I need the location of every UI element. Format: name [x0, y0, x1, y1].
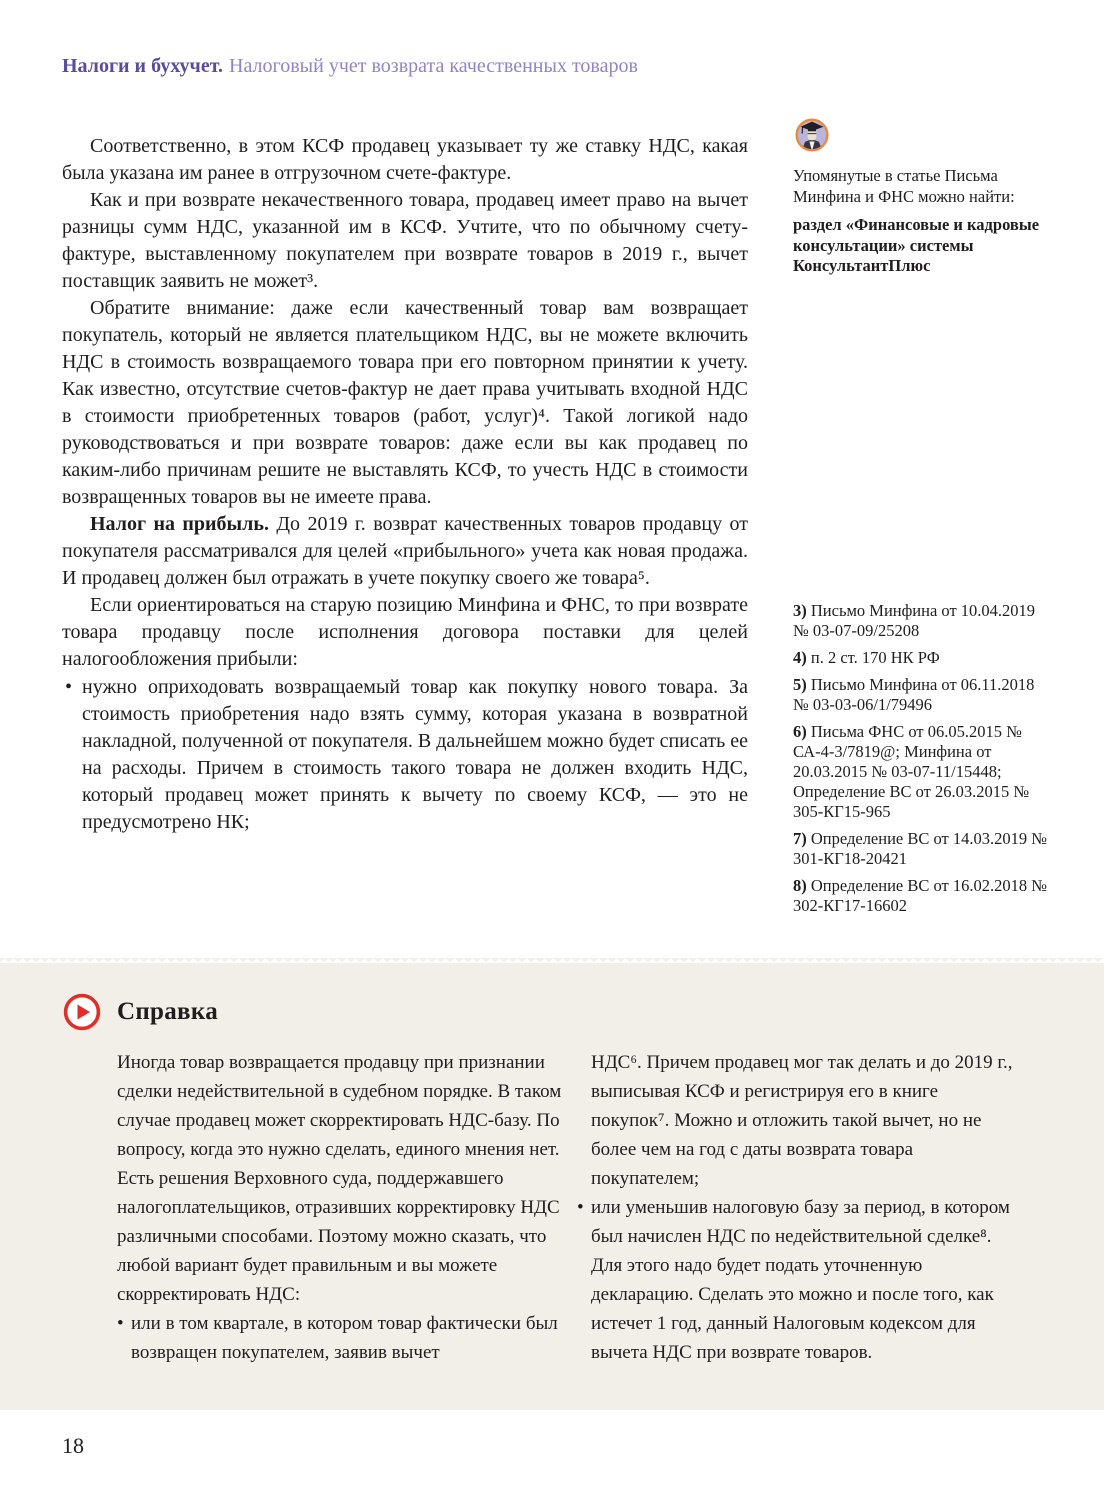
bullet-marker: • [117, 1313, 124, 1334]
footnote-number: 3) [793, 601, 807, 620]
paragraph-5: Если ориентироваться на старую позицию Минфина и ФНС, то при возврате товара продавцу после исполнения договора поставки для целей налогообложения прибыли: [62, 594, 748, 670]
paragraph-4-text: До 2019 г. возврат качественных товаров продавцу от покупателя рассматривался для целей «прибыльного» учета как новая продажа. И продавец должен был отражать в учете покупку своего же товара⁵. [62, 513, 748, 589]
bullet-marker: • [65, 676, 73, 698]
footnote-text: Определение ВС от 14.03.2019 № 301-КГ18-20421 [793, 829, 1047, 868]
footnote-4 [793, 648, 1051, 668]
reference-bullet-text: или в том квартале, в котором товар фактически был возвращен покупателем, заявив вычет [131, 1313, 558, 1363]
sidebar-note-bold: раздел «Финансовые и кадровые консультации» системы КонсультантПлюс [793, 215, 1040, 275]
page-number: 18 [62, 1433, 84, 1458]
sidebar-note [793, 118, 1047, 277]
footnote-number: 7) [793, 829, 807, 848]
reference-box [0, 963, 1104, 1410]
footnote-7 [793, 829, 1051, 869]
paragraph-4 [62, 511, 748, 592]
reference-title: Справка [117, 998, 218, 1025]
footnote-number: 4) [793, 648, 807, 667]
footnote-text: п. 2 ст. 170 НК РФ [810, 648, 940, 667]
reference-bullet-item [577, 1193, 1014, 1367]
play-icon [63, 993, 101, 1031]
reference-bullet-text: или уменьшив налоговую базу за период, в котором был начислен НДС по недействительной сделке⁸. Для этого надо будет подать уточненную декларацию. Сделать это можно и после того, как истечет 1 год, данный Налоговым кодексом для вычета НДС при возврате товаров. [591, 1197, 1010, 1363]
article-title: Налоговый учет возврата качественных товаров [229, 55, 638, 77]
paragraph-2: Как и при возврате некачественного товара, продавец имеет право на вычет разницы сумм НДС, указанной им в КСФ. Учтите, что по обычному счету-фактуре, выставленному покупателем при возврате товаров в 2019 г., вычет поставщик заявить не может³. [62, 189, 748, 292]
reference-left-column [117, 1048, 566, 1367]
sidebar-note-intro: Упомянутые в статье Письма Минфина и ФНС можно найти: [793, 166, 1015, 206]
reference-continuation-text: НДС⁶. Причем продавец мог так делать и до 2019 г., выписывая КСФ и регистрируя его в книге покупок⁷. Можно и отложить такой вычет, но не более чем на год с даты возврата товара покупателем; [591, 1052, 1013, 1189]
footnote-5 [793, 675, 1051, 715]
section-label: Налоги и бухучет. [62, 55, 224, 77]
professor-icon [795, 118, 829, 152]
footnote-6 [793, 722, 1051, 822]
footnote-text: Письмо Минфина от 06.11.2018 № 03-03-06/1/79496 [793, 675, 1035, 714]
footnote-number: 8) [793, 876, 807, 895]
footnote-text: Письмо Минфина от 10.04.2019 № 03-07-09/25208 [793, 601, 1036, 640]
footnotes-block [793, 601, 1051, 923]
paragraph-3: Обратите внимание: даже если качественный товар вам возвращает покупатель, который не является плательщиком НДС, вы не можете включить НДС в стоимость возвращаемого товара при его повторном принятии к учету. Как известно, отсутствие счетов-фактур не дает права учитывать входной НДС в стоимости приобретенных товаров (работ, услуг)⁴. Такой логикой надо руководствоваться и при возврате товаров: даже если вы как продавец по каким-либо причинам решите не выставлять КСФ, то учесть НДС в стоимости возвращенных товаров вы не имеете права. [62, 297, 748, 508]
reference-left-text: Иногда товар возвращается продавцу при признании сделки недействительной в судебном порядке. В таком случае продавец может скорректировать НДС-базу. По вопросу, когда это нужно сделать, единого мнения нет. Есть решения Верховного суда, поддержавшего налогоплательщиков, отразивших корректировку НДС различными способами. Поэтому можно сказать, что любой вариант будет правильным и вы можете скорректировать НДС: [117, 1052, 562, 1305]
article-bullet-item [62, 674, 748, 836]
reference-header [0, 963, 1104, 1031]
reference-right-column [577, 1048, 1014, 1367]
footnote-3 [793, 601, 1051, 641]
footnote-8 [793, 876, 1051, 916]
article-bullet-text: нужно оприходовать возвращаемый товар как покупку нового товара. За стоимость приобретения надо взять сумму, которая указана в возвратной накладной, полученной от покупателя. В дальнейшем можно будет списать ее на расходы. Причем в стоимость такого товара не должен входить НДС, который продавец может принять к вычету по своему КСФ, — это не предусмотрено НК; [82, 676, 748, 833]
paragraph-lead-in: Налог на прибыль. [90, 513, 269, 535]
footnote-number: 6) [793, 722, 807, 741]
bullet-marker: • [577, 1197, 584, 1218]
footnote-number: 5) [793, 675, 807, 694]
page-header [62, 53, 638, 79]
footnote-text: Письма ФНС от 06.05.2015 № СА-4-3/7819@; Минфина от 20.03.2015 № 03-07-11/15448; Определение ВС от 26.03.2015 № 305-КГ15-965 [793, 722, 1030, 821]
reference-columns [0, 1031, 1104, 1367]
article-body [62, 133, 748, 836]
reference-bullet-item [117, 1309, 566, 1367]
footnote-text: Определение ВС от 16.02.2018 № 302-КГ17-16602 [793, 876, 1047, 915]
paragraph-1: Соответственно, в этом КСФ продавец указывает ту же ставку НДС, какая была указана им ранее в отгрузочном счете-фактуре. [62, 135, 748, 184]
